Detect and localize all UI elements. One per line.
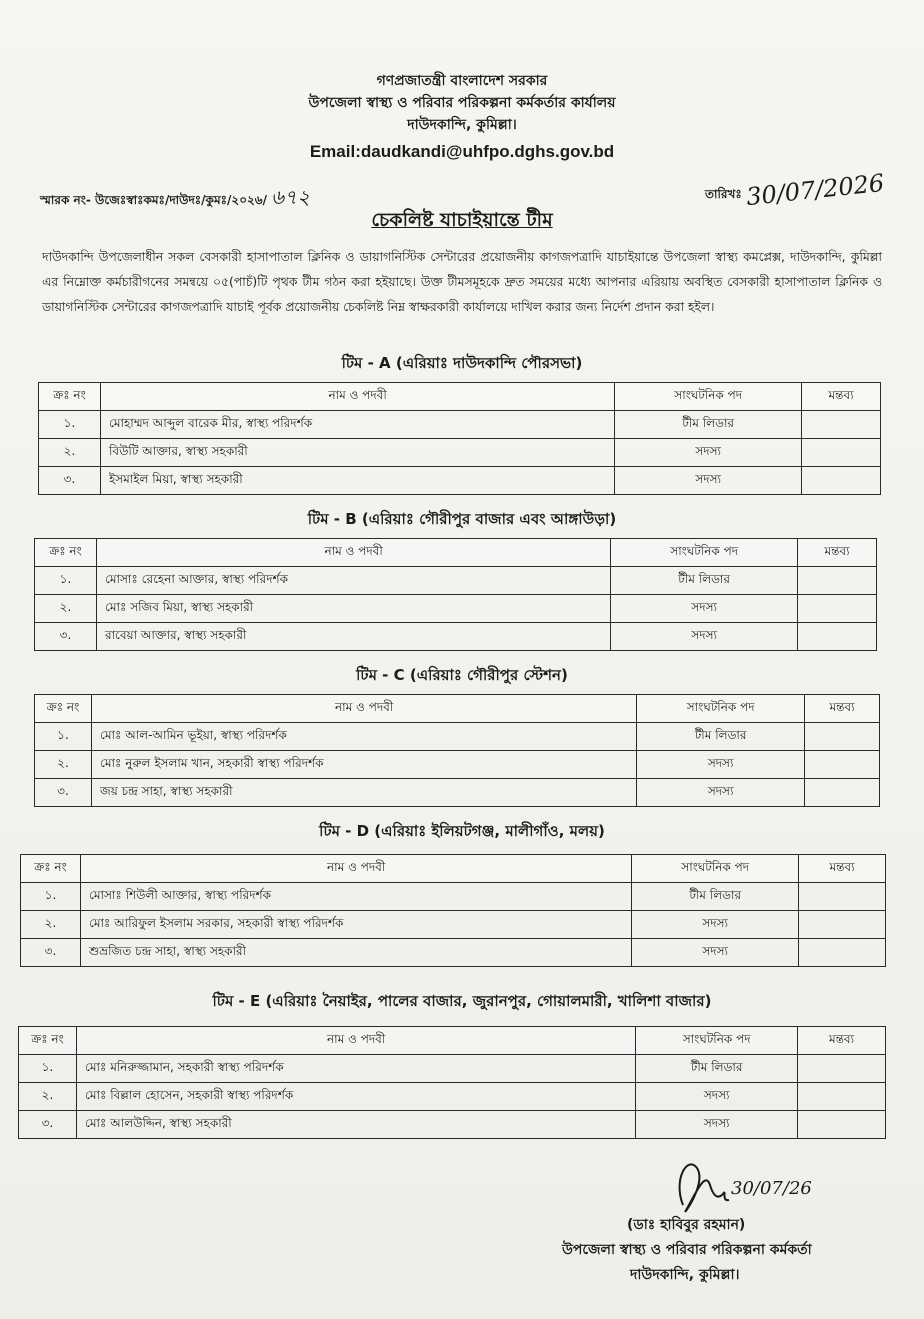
table-header-row	[35, 695, 880, 723]
row-serial: ৩.	[19, 1111, 77, 1139]
table-row	[35, 723, 880, 751]
signatory-title: উপজেলা স্বাস্থ্য ও পরিবার পরিকল্পনা কর্মকর্তা	[562, 1242, 812, 1258]
memo-label: স্মারক নং- উজেঃস্বাঃকমঃ/দাউদঃ/কুমঃ/২০২৬/	[40, 193, 267, 207]
row-serial: ৩.	[35, 623, 97, 651]
row-remarks	[799, 911, 886, 939]
row-role: সদস্য	[611, 595, 798, 623]
row-role: সদস্য	[615, 467, 802, 495]
row-remarks	[798, 623, 877, 651]
col-name: নাম ও পদবী	[91, 695, 636, 723]
row-name: মোঃ আল-আমিন ভূইয়া, স্বাস্থ্য পরিদর্শক	[91, 723, 636, 751]
row-role: সদস্য	[632, 939, 799, 967]
row-role: সদস্য	[636, 1111, 798, 1139]
table-row	[21, 911, 886, 939]
col-role: সাংঘটনিক পদ	[611, 539, 798, 567]
row-serial: ১.	[35, 567, 97, 595]
col-serial: ক্রঃ নং	[19, 1027, 77, 1055]
row-remarks	[799, 939, 886, 967]
signatory-place: দাউদকান্দি, কুমিল্লা।	[630, 1267, 740, 1283]
row-role: টীম লিডার	[632, 883, 799, 911]
row-name: মোসাঃ রেহেনা আক্তার, স্বাস্থ্য পরিদর্শক	[96, 567, 610, 595]
row-name: শুভ্রজিত চন্দ্র সাহা, স্বাস্থ্য সহকারী	[80, 939, 631, 967]
row-remarks	[805, 723, 880, 751]
team-d-heading: টিম - D (এরিয়াঃ ইলিয়টগঞ্জ, মালীগাঁও, মলয়)	[319, 822, 605, 840]
intro-paragraph: দাউদকান্দি উপজেলাধীন সকল বেসকারী হাসাপাতাল ক্লিনিক ও ডায়াগনিস্টিক সেন্টারের প্রয়োজনীয় কাগজপত্রাদি যাচাইয়ান্তে উপজেলা স্বাস্থ্য কমপ্লেক্স, দাউদকান্দি, কুমিল্লা এর নিম্নোক্ত কর্মচারীগনের সমন্বয়ে ০৫(পাচঁ)টি পৃথক টীম গঠন করা হইয়াছে। উক্ত টীমসমূহকে দ্রুত সময়ের মধ্যে আপনার এরিয়ায় অবস্থিত বেসকারী হাসাপাতাল ক্লিনিক ও ডায়াগনিস্টিক সেন্টারের কাগজপত্রাদি যাচাই পূর্বক প্রয়োজনীয় চেকলিষ্ট নিম্ন স্বাক্ষরকারী কার্যালয়ে দাখিল করার জন্য নির্দেশ প্রদান করা হইল।	[42, 250, 882, 314]
row-name: বিউটি আক্তার, স্বাস্থ্য সহকারী	[100, 439, 614, 467]
col-name: নাম ও পদবী	[96, 539, 610, 567]
table-row	[19, 1055, 886, 1083]
table-row	[39, 439, 881, 467]
row-name: মোঃ আলউদ্দিন, স্বাস্থ্য সহকারী	[76, 1111, 635, 1139]
table-header-row	[21, 855, 886, 883]
col-serial: ক্রঃ নং	[35, 539, 97, 567]
office-name: উপজেলা স্বাস্থ্য ও পরিবার পরিকল্পনা কর্মকর্তার কার্যালয়	[308, 95, 616, 111]
row-remarks	[802, 439, 881, 467]
row-serial: ২.	[39, 439, 101, 467]
row-remarks	[798, 1111, 886, 1139]
col-role: সাংঘটনিক পদ	[632, 855, 799, 883]
col-serial: ক্রঃ নং	[35, 695, 92, 723]
row-name: রাবেয়া আক্তার, স্বাস্থ্য সহকারী	[96, 623, 610, 651]
row-role: সদস্য	[632, 911, 799, 939]
table-header-row	[39, 383, 881, 411]
table-row	[21, 883, 886, 911]
team-b-table	[34, 538, 877, 651]
team-e-heading: টিম - E (এরিয়াঃ নৈয়াইর, পালের বাজার, জুরানপুর, গোয়ালমারী, খালিশা বাজার)	[212, 992, 712, 1010]
office-email: Email:daudkandi@uhfpo.dghs.gov.bd	[309, 142, 615, 161]
row-name: মোহাম্মদ আব্দুল বারেক মীর, স্বাস্থ্য পরিদর্শক	[100, 411, 614, 439]
table-row	[21, 939, 886, 967]
row-serial: ১.	[21, 883, 81, 911]
col-role: সাংঘটনিক পদ	[637, 695, 805, 723]
row-remarks	[798, 567, 877, 595]
document-title: চেকলিষ্ট যাচাইয়ান্তে টীম	[371, 209, 553, 231]
row-name: মোঃ আরিফুল ইসলাম সরকার, সহকারী স্বাস্থ্য পরিদর্শক	[80, 911, 631, 939]
col-name: নাম ও পদবী	[100, 383, 614, 411]
row-remarks	[805, 779, 880, 807]
row-serial: ১.	[39, 411, 101, 439]
row-remarks	[799, 883, 886, 911]
govt-name: গণপ্রজাতন্ত্রী বাংলাদেশ সরকার	[376, 73, 548, 89]
row-serial: ৩.	[39, 467, 101, 495]
col-serial: ক্রঃ নং	[21, 855, 81, 883]
row-name: মোঃ মনিরুজ্জামান, সহকারী স্বাস্থ্য পরিদর্শক	[76, 1055, 635, 1083]
row-role: টীম লিডার	[611, 567, 798, 595]
row-name: জয় চন্দ্র সাহা, স্বাস্থ্য সহকারী	[91, 779, 636, 807]
table-header-row	[19, 1027, 886, 1055]
row-serial: ২.	[19, 1083, 77, 1111]
col-role: সাংঘটনিক পদ	[615, 383, 802, 411]
col-name: নাম ও পদবী	[80, 855, 631, 883]
row-remarks	[805, 751, 880, 779]
signature-scribble	[665, 1150, 825, 1220]
row-remarks	[798, 595, 877, 623]
memo-date	[705, 168, 886, 212]
row-name: মোঃ সজিব মিয়া, স্বাস্থ্য সহকারী	[96, 595, 610, 623]
table-row	[35, 567, 877, 595]
signature-date: 30/07/26	[731, 1178, 812, 1199]
row-name: ইসমাইল মিয়া, স্বাস্থ্য সহকারী	[100, 467, 614, 495]
col-serial: ক্রঃ নং	[39, 383, 101, 411]
row-serial: ২.	[21, 911, 81, 939]
row-role: সদস্য	[637, 779, 805, 807]
row-role: সদস্য	[637, 751, 805, 779]
table-row	[35, 623, 877, 651]
col-remarks: মন্তব্য	[798, 1027, 886, 1055]
row-name: মোঃ বিল্লাল হোসেন, সহকারী স্বাস্থ্য পরিদর্শক	[76, 1083, 635, 1111]
table-row	[19, 1111, 886, 1139]
row-remarks	[802, 467, 881, 495]
row-remarks	[798, 1083, 886, 1111]
signatory-name: (ডাঃ হাবিবুর রহমান)	[627, 1217, 746, 1233]
row-name: মোঃ নুরুল ইসলাম খান, সহকারী স্বাস্থ্য পরিদর্শক	[91, 751, 636, 779]
row-name: মোসাঃ শিউলী আক্তার, স্বাস্থ্য পরিদর্শক	[80, 883, 631, 911]
row-serial: ২.	[35, 751, 92, 779]
col-remarks: মন্তব্য	[805, 695, 880, 723]
row-role: সদস্য	[611, 623, 798, 651]
row-role: টীম লিডার	[636, 1055, 798, 1083]
row-serial: ৩.	[21, 939, 81, 967]
col-remarks: মন্তব্য	[802, 383, 881, 411]
table-row	[35, 595, 877, 623]
table-row	[35, 751, 880, 779]
table-row	[39, 467, 881, 495]
col-name: নাম ও পদবী	[76, 1027, 635, 1055]
memo-number: ৬৭২	[271, 185, 311, 209]
row-remarks	[798, 1055, 886, 1083]
team-d-table	[20, 854, 886, 967]
col-role: সাংঘটনিক পদ	[636, 1027, 798, 1055]
row-serial: ২.	[35, 595, 97, 623]
row-role: টীম লিডার	[615, 411, 802, 439]
row-role: সদস্য	[615, 439, 802, 467]
table-row	[19, 1083, 886, 1111]
date-value: 30/07/2026	[744, 168, 886, 212]
table-header-row	[35, 539, 877, 567]
row-serial: ৩.	[35, 779, 92, 807]
table-row	[39, 411, 881, 439]
row-remarks	[802, 411, 881, 439]
table-row	[35, 779, 880, 807]
team-b-heading: টিম - B (এরিয়াঃ গৌরীপুর বাজার এবং আঙ্গাউড়া)	[307, 510, 617, 528]
letterhead	[0, 70, 924, 164]
row-role: টীম লিডার	[637, 723, 805, 751]
row-serial: ১.	[35, 723, 92, 751]
col-remarks: মন্তব্য	[799, 855, 886, 883]
team-c-table	[34, 694, 880, 807]
team-a-heading: টিম - A (এরিয়াঃ দাউদকান্দি পৌরসভা)	[341, 354, 583, 372]
team-a-table	[38, 382, 881, 495]
col-remarks: মন্তব্য	[798, 539, 877, 567]
team-e-table	[18, 1026, 886, 1139]
team-c-heading: টিম - C (এরিয়াঃ গৌরীপুর স্টেশন)	[356, 666, 568, 684]
office-location: দাউদকান্দি, কুমিল্লা।	[407, 117, 517, 133]
date-label: তারিখঃ	[705, 187, 742, 201]
row-role: সদস্য	[636, 1083, 798, 1111]
row-serial: ১.	[19, 1055, 77, 1083]
